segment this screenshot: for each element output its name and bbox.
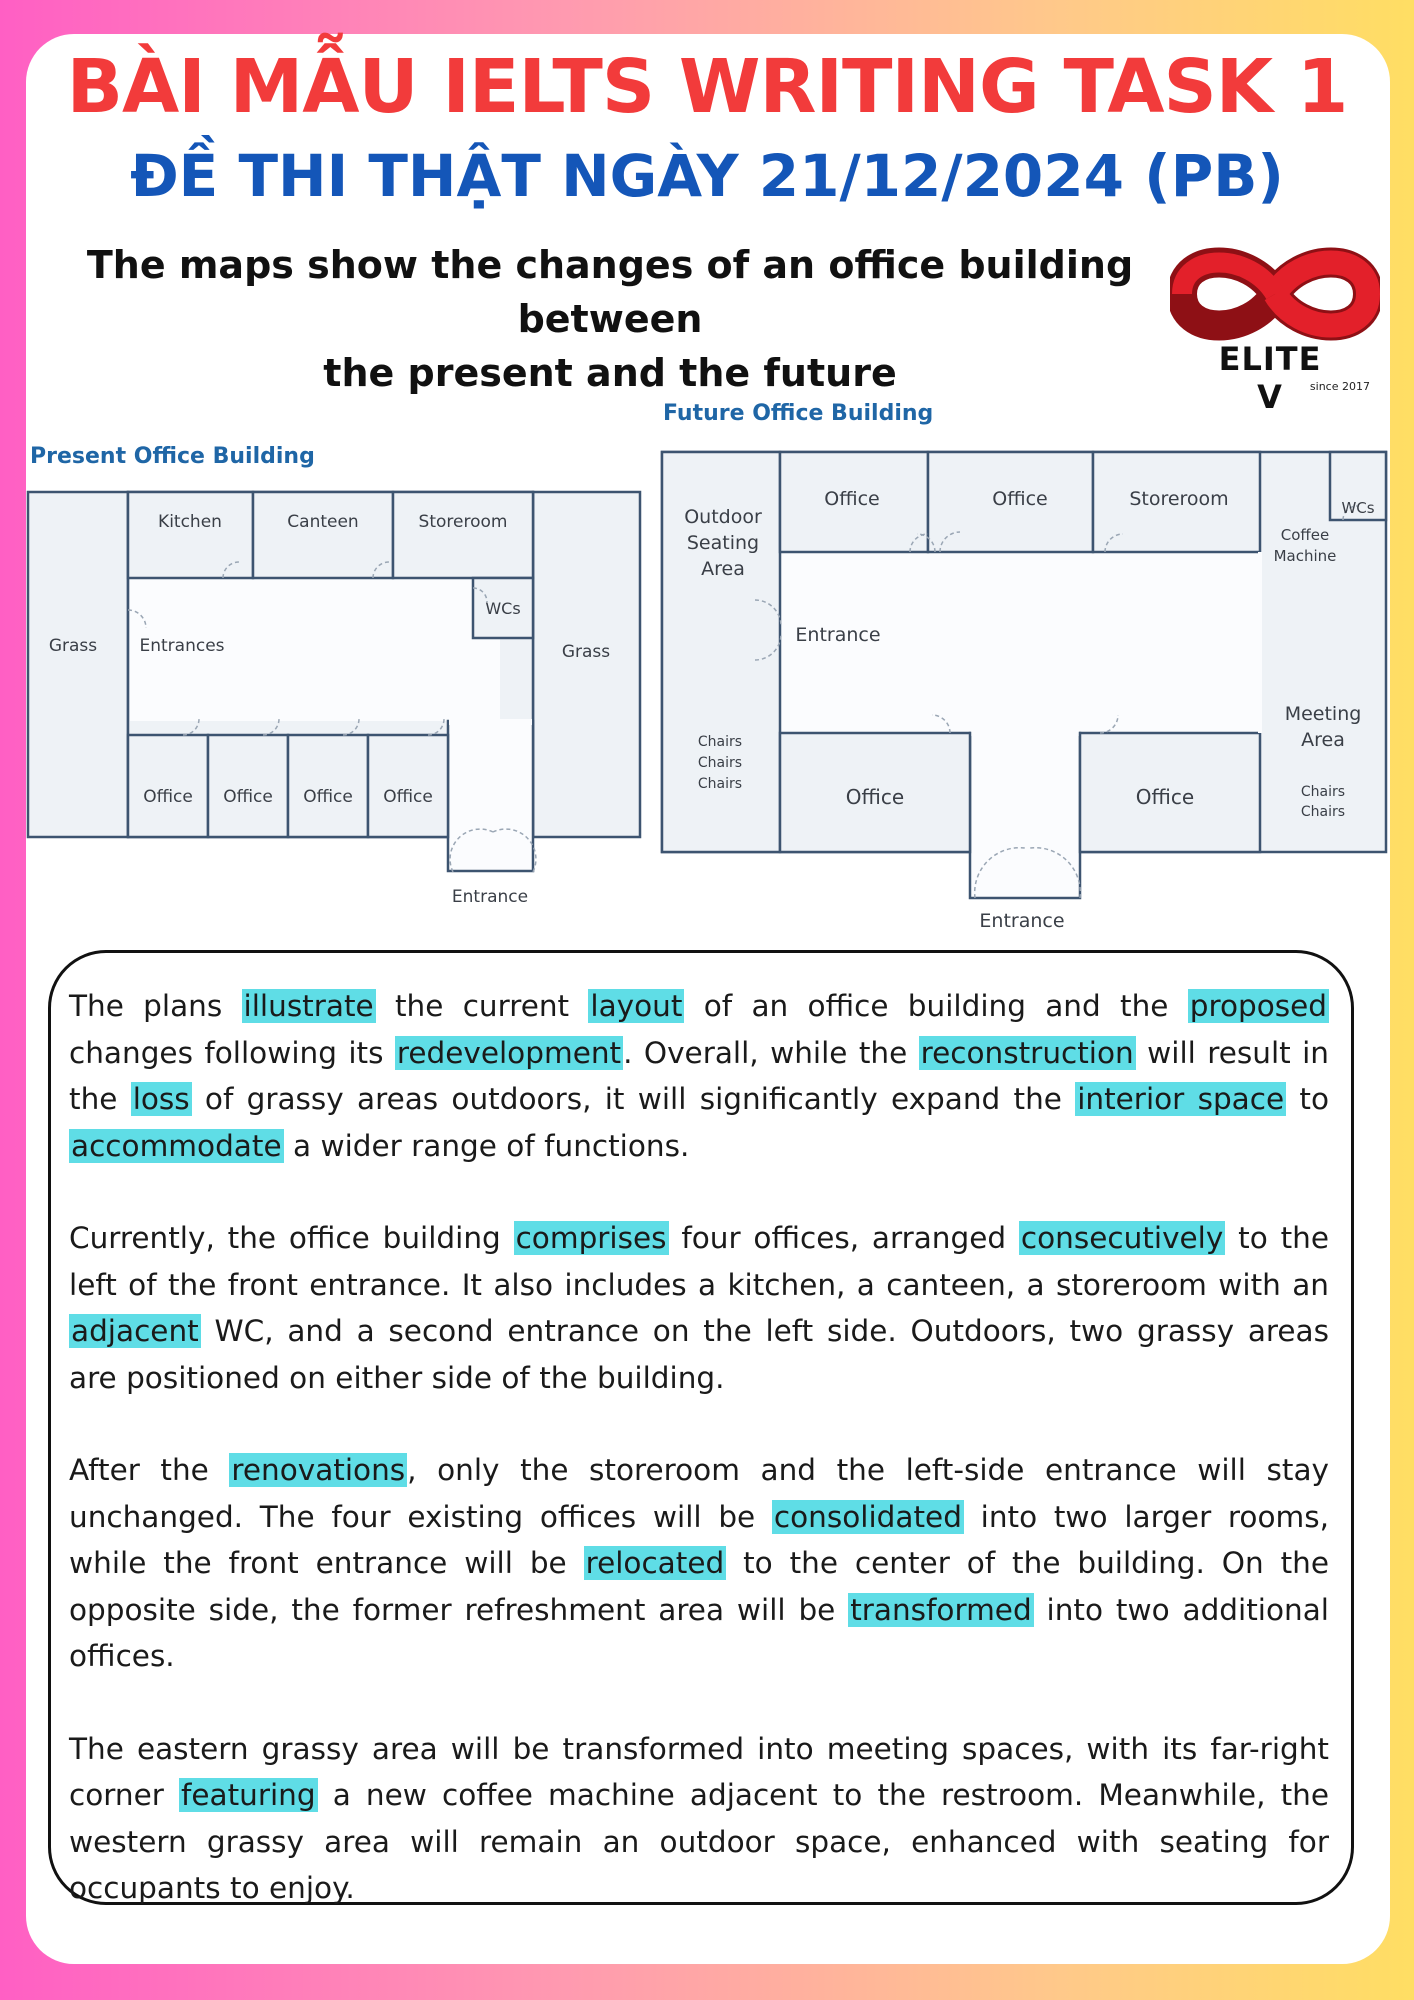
outdoor-label-line-1: Outdoor	[684, 506, 762, 528]
entrances-label: Entrances	[139, 636, 225, 656]
highlighted-term: transformed	[850, 1592, 1032, 1627]
highlighted-term: loss	[132, 1082, 190, 1116]
essay-text: a new coffee machine adjacent to the restroom. Meanwhile, the western grassy area will remain an outdoor space, enhanced with seating for occupants to enjoy.	[69, 1778, 1329, 1905]
grass-right-label: Grass	[561, 642, 611, 662]
office-room-3	[288, 735, 368, 837]
office-1-label: Office	[143, 787, 193, 807]
essay-text: will result in the	[69, 1035, 1329, 1116]
logo-since: since 2017	[1309, 380, 1370, 393]
entrance-left-label: Entrance	[795, 624, 881, 646]
essay-paragraph	[69, 1215, 1329, 1401]
essay-text: . Overall, while the	[623, 1035, 919, 1070]
canteen-room	[253, 492, 393, 578]
page-title: BÀI MẪU IELTS WRITING TASK 1	[66, 44, 1348, 130]
highlighted-term: proposed	[1189, 989, 1328, 1023]
entrance-bottom-label: Entrance	[979, 910, 1065, 932]
office-room-1	[128, 735, 208, 837]
chairs-label-2: Chairs	[697, 755, 743, 771]
highlighted-term: accommodate	[71, 1128, 282, 1163]
highlighted-term: renovations	[231, 1453, 406, 1487]
essay-text: to the left of the front entrance. It also includes a kitchen, a canteen, a storeroom with an	[69, 1221, 1329, 1302]
essay-text: WC, and a second entrance on the left side. Outdoors, two grassy areas are positioned on either side of the building.	[69, 1314, 1329, 1395]
essay-text: to	[1286, 1082, 1330, 1116]
office-2-label: Office	[992, 488, 1048, 510]
office-4-label: Office	[1135, 785, 1195, 809]
logo-name: ELITE V	[1218, 340, 1322, 416]
essay-text: into two larger rooms, while the front entrance will be	[69, 1499, 1329, 1580]
essay-text: The eastern grassy area will be transformed into meeting spaces, with its far-right corner	[69, 1731, 1329, 1812]
highlighted-term: layout	[590, 989, 683, 1023]
highlighted-term: featuring	[180, 1778, 316, 1812]
exam-date-subtitle: ĐỀ THI THẬT NGÀY 21/12/2024 (PB)	[130, 142, 1284, 210]
outdoor-label-line-2: Seating	[686, 532, 760, 554]
highlighted-term: reconstruction	[920, 1035, 1134, 1070]
grass-right-area	[533, 492, 640, 837]
chairs-label-4: Chairs	[1300, 784, 1346, 800]
present-map-title: Present Office Building	[30, 444, 315, 469]
chairs-label-1: Chairs	[697, 734, 743, 750]
outdoor-label-line-3: Area	[701, 558, 745, 580]
highlighted-term: consecutively	[1020, 1221, 1224, 1255]
future-map-title: Future Office Building	[663, 401, 934, 426]
storeroom-room	[393, 492, 533, 578]
essay-text: the current	[375, 989, 589, 1023]
sample-essay-box	[48, 950, 1354, 1905]
grass-left-label: Grass	[48, 636, 98, 656]
essay-text: a wider range of functions.	[283, 1128, 690, 1163]
future-office-map	[660, 450, 1388, 940]
grass-left-area	[28, 492, 128, 837]
essay-paragraph	[69, 983, 1329, 1169]
task-prompt-line-2: the present and the future	[323, 351, 897, 395]
office-room-2	[208, 735, 288, 837]
highlighted-term: illustrate	[243, 989, 374, 1023]
coffee-label-line-2: Machine	[1273, 547, 1337, 565]
present-office-map	[28, 490, 640, 910]
highlighted-term: consolidated	[773, 1499, 962, 1534]
highlighted-term: relocated	[585, 1546, 725, 1580]
entrance-label: Entrance	[451, 887, 529, 907]
highlighted-term: adjacent	[71, 1314, 199, 1348]
office-3-label: Office	[845, 785, 905, 809]
highlighted-term: redevelopment	[396, 1035, 622, 1070]
office-room-4	[368, 735, 448, 837]
coffee-label-line-1: Coffee	[1280, 526, 1330, 544]
essay-text: four offices, arranged	[668, 1221, 1019, 1255]
kitchen-room	[128, 492, 253, 578]
essay-paragraph	[69, 1447, 1329, 1680]
essay-text: of an office building and the	[684, 989, 1188, 1023]
kitchen-label: Kitchen	[158, 512, 222, 532]
highlighted-term: comprises	[515, 1221, 667, 1255]
chairs-label-3: Chairs	[697, 776, 743, 792]
essay-text: to the center of the building. On the opposite side, the former refreshment area will be	[69, 1546, 1330, 1627]
essay-text: changes following its	[69, 1035, 395, 1070]
storeroom-label: Storeroom	[1129, 488, 1229, 510]
essay-text: The plans	[69, 989, 242, 1023]
essay-text: After the	[69, 1453, 230, 1487]
essay-text: Currently, the office building	[69, 1221, 514, 1255]
highlighted-term: interior space	[1077, 1082, 1285, 1116]
wcs-label: WCs	[1341, 499, 1375, 517]
essay-paragraph	[69, 1726, 1329, 1912]
office-1-label: Office	[824, 488, 880, 510]
office-4-label: Office	[383, 787, 433, 807]
office-2-label: Office	[223, 787, 273, 807]
storeroom-label: Storeroom	[418, 512, 508, 532]
essay-text: of grassy areas outdoors, it will significantly expand the	[191, 1082, 1076, 1116]
meeting-label-line-1: Meeting	[1284, 703, 1362, 725]
canteen-label: Canteen	[287, 512, 359, 532]
essay-text: into two additional offices.	[69, 1592, 1330, 1673]
task-prompt	[20, 238, 1200, 400]
wcs-label: WCs	[485, 599, 521, 618]
chairs-label-5: Chairs	[1300, 804, 1346, 820]
task-prompt-line-1: The maps show the changes of an office building between	[86, 243, 1134, 341]
office-3-label: Office	[303, 787, 353, 807]
essay-text: , only the storeroom and the left-side entrance will stay unchanged. The four existing offices will be	[69, 1453, 1329, 1534]
meeting-label-line-2: Area	[1301, 729, 1345, 751]
